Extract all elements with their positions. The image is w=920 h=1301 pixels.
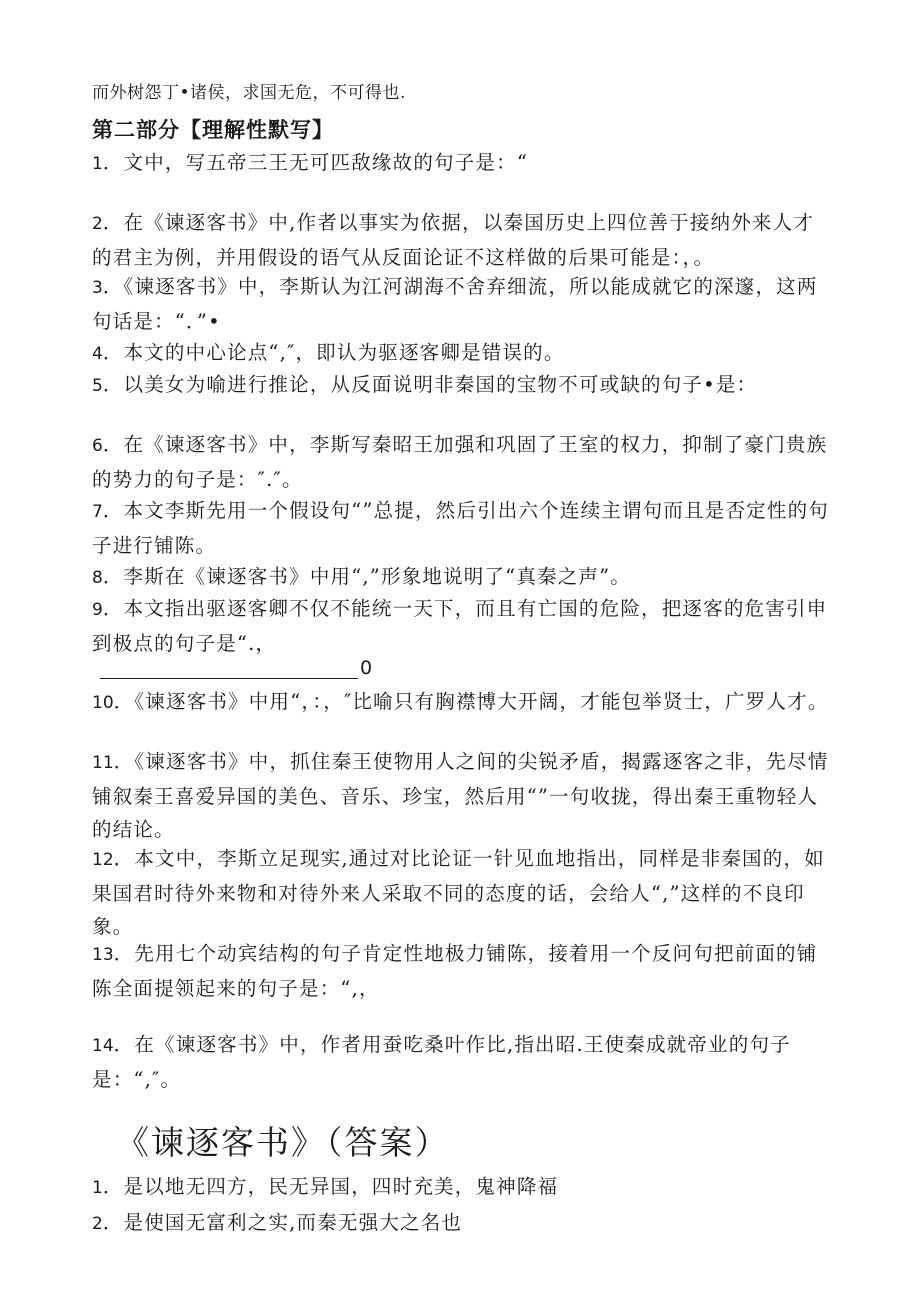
question-number: 1 <box>92 154 103 174</box>
question-text: ．本文中，李斯立足现实,通过对比论证一针见血地指出，同样是非秦国的，如果国君时待外来物和对待外来人采取不同的态度的话，会给人“,”这样的不良印象。 <box>92 847 825 938</box>
question-number: 3 <box>92 278 103 298</box>
question-number: 11 <box>92 753 114 773</box>
question-text: ．李斯在《谏逐客书》中用“,”形象地说明了“真秦之声”。 <box>102 565 632 588</box>
question-item <box>92 560 832 595</box>
question-item <box>92 842 832 943</box>
answer-text: ．是以地无四方，民无异国，四时充美，鬼神降福 <box>102 1175 559 1198</box>
question-number: 9 <box>92 600 103 620</box>
question-text: ．以美女为喻进行推论，从反面说明非秦国的宝物不可或缺的句子•是： <box>102 373 758 396</box>
answer-text: ．是使国无富利之实,而秦无强大之名也 <box>102 1211 463 1234</box>
section-title: 第二部分【理解性默写】 <box>92 117 334 142</box>
question-text: ．在《谏逐客书》中，李斯写秦昭王加强和巩固了王室的权力，抑制了豪门贵族的势力的句子是：″.″。 <box>92 433 828 491</box>
question-item <box>92 937 832 1005</box>
question-item <box>92 428 832 496</box>
question-item <box>92 685 832 720</box>
question-number: 5 <box>92 376 103 396</box>
question-number: 6 <box>92 436 103 456</box>
question-item <box>92 745 832 846</box>
question-number: 7 <box>92 502 103 522</box>
question-item <box>92 592 832 660</box>
question-text: ．《谏逐客书》中，抓住秦王使物用人之间的尖锐矛盾，揭露逐客之非，先尽情铺叙秦王喜爱异国的美色、音乐、珍宝，然后用“”一句收拢，得出秦王重物轻人的结论。 <box>92 750 829 841</box>
blank-underline <box>100 658 358 679</box>
question-item <box>92 494 832 562</box>
question-text: ．本文指出驱逐客卿不仅不能统一天下，而且有亡国的危险，把逐客的危害引申到极点的句子是“.， <box>92 597 828 655</box>
question-number: 8 <box>92 568 103 588</box>
question-item <box>92 336 832 371</box>
answer-number: 2 <box>92 1214 103 1234</box>
question-text: ．在《谏逐客书》中，作者用蚕吃桑叶作比,指出昭.王使秦成就帝业的句子是：“,″。 <box>92 1033 791 1091</box>
question-item <box>92 206 832 274</box>
question-item <box>92 368 832 403</box>
question-item <box>92 1028 832 1096</box>
question-number: 14 <box>92 1036 114 1056</box>
question-text: ．《谏逐客书》中用“，：，″比喻只有胸襟博大开阔，才能包举贤士，广罗人才。 <box>113 690 829 713</box>
question-text: ．先用七个动宾结构的句子肯定性地极力铺陈，接着用一个反问句把前面的铺陈全面提领起来的句子是：“,， <box>92 942 818 1000</box>
answer-item <box>92 1206 462 1241</box>
question-text: ．在《谏逐客书》中,作者以事实为依据，以秦国历史上四位善于接纳外来人才的君主为例，并用假设的语气从反面论证不这样做的后果可能是：，。 <box>92 211 815 269</box>
question-text: ．本文李斯先用一个假设句“”总提，然后引出六个连续主谓句而且是否定性的句子进行铺陈。 <box>92 499 829 557</box>
question-number: 13 <box>92 945 114 965</box>
answer-section-title: 《谏逐客书》（答案） <box>116 1123 450 1162</box>
preceding-text-line: 而外树怨丁•诸侯，求国无危，不可得也. <box>92 83 406 103</box>
blank-suffix: 0 <box>360 657 373 679</box>
question-number: 4 <box>92 344 103 364</box>
question-text: ．文中，写五帝三王无可匹敌缘故的句子是：“ <box>102 151 528 174</box>
question-number: 12 <box>92 850 114 870</box>
answer-blank-line <box>100 657 372 679</box>
question-text: ．《谏逐客书》中，李斯认为江河湖海不舍弃细流，所以能成就它的深邃，这两句话是：“．”• <box>92 275 818 333</box>
answer-number: 1 <box>92 1178 103 1198</box>
question-number: 2 <box>92 214 103 234</box>
question-text: ．本文的中心论点“,″，即认为驱逐客卿是错误的。 <box>102 341 565 364</box>
question-item <box>92 146 832 181</box>
question-number: 10 <box>92 693 114 713</box>
question-item <box>92 270 832 338</box>
answer-item <box>92 1170 558 1205</box>
